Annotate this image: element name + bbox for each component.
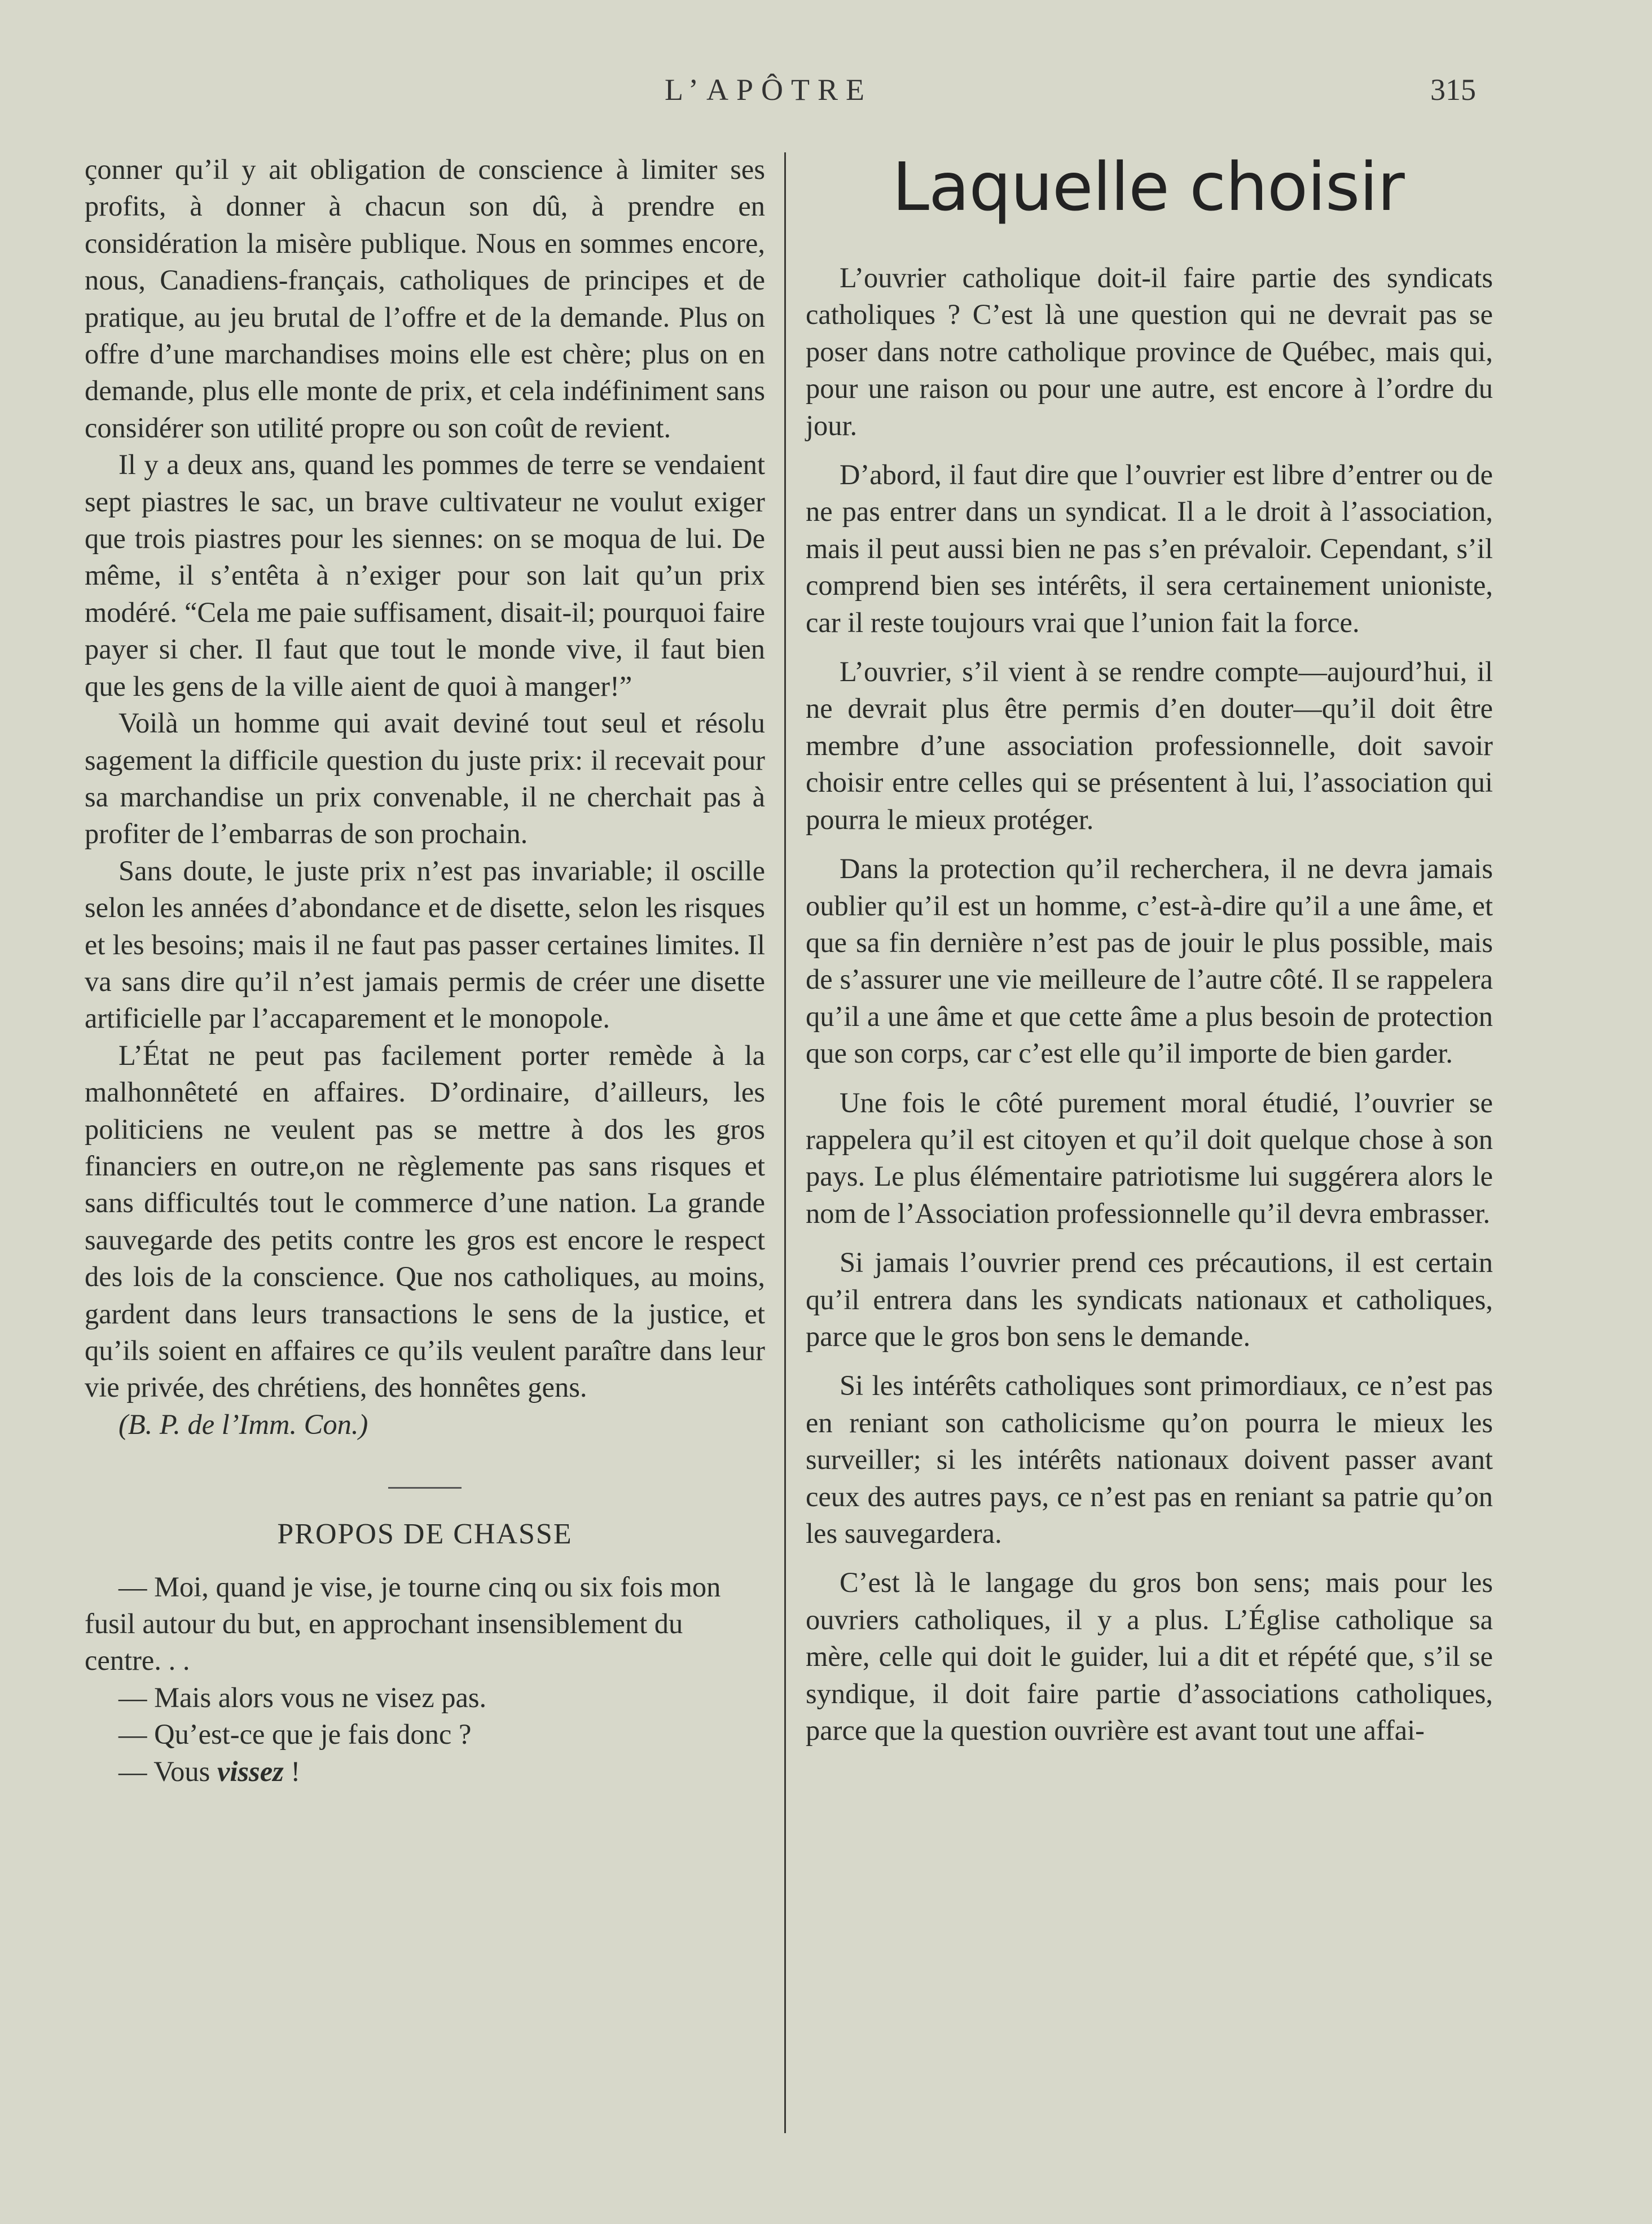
hunting-dialog xyxy=(85,1569,765,1790)
left-paragraph-1: çonner qu’il y ait obligation de conscience à limiter ses profits, à donner à chacun son dû, à prendre en considération la misère publique. Nous en sommes encore, nous, Canadiens-français, catholiques de principes et de pratique, au jeu brutal de l’offre et de la demande. Plus on offre d’une marchandises moins elle est chère; plus on en demande, plus elle monte de prix, et cela indéfiniment sans considérer son utilité propre ou son coût de revient. xyxy=(85,153,765,444)
dialog-line-3: — Qu’est-ce que je fais donc ? xyxy=(118,1718,472,1751)
left-paragraph-3: Voilà un homme qui avait deviné tout seul et résolu sagement la difficile question du juste prix: il recevait pour sa marchandise un prix convenable, il ne cherchait pas à profiter de l’embarras de son prochain. xyxy=(85,707,765,850)
dialog-line-4-prefix: — Vous xyxy=(118,1755,217,1787)
right-paragraph-2: D’abord, il faut dire que l’ouvrier est libre d’entrer ou de ne pas entrer dans un syndicat. Il a le droit à l’association, mais il peut aussi bien ne pas s’en prévaloir. Cependant, s’il comprend bien ses intérêts, il sera certainement unioniste, car il reste toujours vrai que l’union fait la force. xyxy=(806,459,1493,638)
left-paragraph-4: Sans doute, le juste prix n’est pas invariable; il oscille selon les années d’abondance et de disette, selon les risques et les besoins; mais il ne faut pas passer certaines limites. Il va sans dire qu’il n’est jamais permis de créer une disette artificielle par l’accaparement et le monopole. xyxy=(85,854,766,1034)
article-title: Laquelle choisir xyxy=(892,148,1404,226)
right-paragraph-5: Une fois le côté purement moral étudié, l’ouvrier se rappelera qu’il est citoyen et qu’il doit quelque chose à son pays. Le plus élémentaire patriotisme lui suggérera alors le nom de l’Association professionnelle qu’il devra embrasser. xyxy=(806,1086,1493,1229)
left-paragraph-2: Il y a deux ans, quand les pommes de terre se vendaient sept piastres le sac, un brave cultivateur ne voulut exiger que trois piastres pour les siennes: on se moqua de lui. De même, il s’entêta à n’exiger pour son lait qu’un prix modéré. “Cela me paie suffisament, disait-il; pourquoi faire payer si cher. Il faut que tout le monde vive, il faut bien que les gens de la ville aient de quoi à manger!” xyxy=(85,449,765,702)
column-divider xyxy=(784,152,786,2133)
dialog-line-2: — Mais alors vous ne visez pas. xyxy=(118,1681,487,1713)
section-separator xyxy=(388,1487,462,1489)
right-paragraph-4: Dans la protection qu’il recherchera, il ne devra jamais oublier qu’il est un homme, c’est-à-dire qu’il a une âme, et que sa fin dernière n’est pas de jouir le plus possible, mais de s’assurer une vie meilleure de l’autre côté. Il se rappelera qu’il a une âme et que cette âme a plus besoin de protection que son corps, car c’est elle qu’il importe de bien garder. xyxy=(806,853,1493,1069)
right-paragraph-7: Si les intérêts catholiques sont primordiaux, ce n’est pas en reniant son catholicisme qu’on pourra le mieux les surveiller; si les intérêts nationaux doivent passer avant ceux des autres pays, ce n’est pas en reniant sa patrie qu’on les sauvegardera. xyxy=(806,1370,1493,1549)
right-paragraph-1: L’ouvrier catholique doit-il faire partie des syndicats catholiques ? C’est là une question qui ne devrait pas se poser dans notre catholique province de Québec, mais qui, pour une raison ou pour une autre, est encore à l’ordre du jour. xyxy=(806,262,1493,441)
dialog-line-4-emphasis: vissez xyxy=(217,1755,284,1787)
right-paragraph-3: L’ouvrier, s’il vient à se rendre compte—aujourd’hui, il ne devrait plus être permis d’en douter—qu’il doit être membre d’une association professionnelle, doit savoir choisir entre celles qui se présentent à lui, l’association qui pourra le mieux protéger. xyxy=(806,656,1493,835)
left-column xyxy=(85,151,765,1790)
section-title: PROPOS DE CHASSE xyxy=(277,1518,573,1551)
running-title: L’APÔTRE xyxy=(665,73,873,107)
right-paragraph-8: C’est là le langage du gros bon sens; mais pour les ouvriers catholiques, il y a plus. L’Église catholique sa mère, celle qui doit le guider, lui a dit et répété que, s’il se syndique, il doit faire partie d’associations catholiques, parce que la question ouvrière est avant tout une affai- xyxy=(806,1567,1493,1747)
author-signature: (B. P. de l’Imm. Con.) xyxy=(118,1408,368,1440)
dialog-line-1: — Moi, quand je vise, je tourne cinq ou six fois mon fusil autour du but, en approchant insensiblement du centre. . . xyxy=(85,1571,721,1677)
right-paragraph-6: Si jamais l’ouvrier prend ces précautions, il est certain qu’il entrera dans les syndicats nationaux et catholiques, parce que le gros bon sens le demande. xyxy=(806,1247,1493,1352)
dialog-line-4-suffix: ! xyxy=(283,1755,301,1787)
right-column xyxy=(806,260,1493,1749)
left-paragraph-5: L’État ne peut pas facilement porter remède à la malhonnêteté en affaires. D’ordinaire, d’ailleurs, les politiciens ne veulent pas se mettre à dos les gros financiers en outre,on ne règlemente pas sans risques et sans difficultés tout le commerce d’une nation. La grande sauvegarde des petits contre les gros est encore le respect des lois de la conscience. Que nos catholiques, au moins, gardent dans leurs transactions le sens de la justice, et qu’ils soient en affaires ce qu’ils veulent paraître dans leur vie privée, des chrétiens, des honnêtes gens. xyxy=(85,1039,765,1403)
page-number: 315 xyxy=(1430,73,1476,107)
dialog-line-4 xyxy=(85,1753,765,1790)
